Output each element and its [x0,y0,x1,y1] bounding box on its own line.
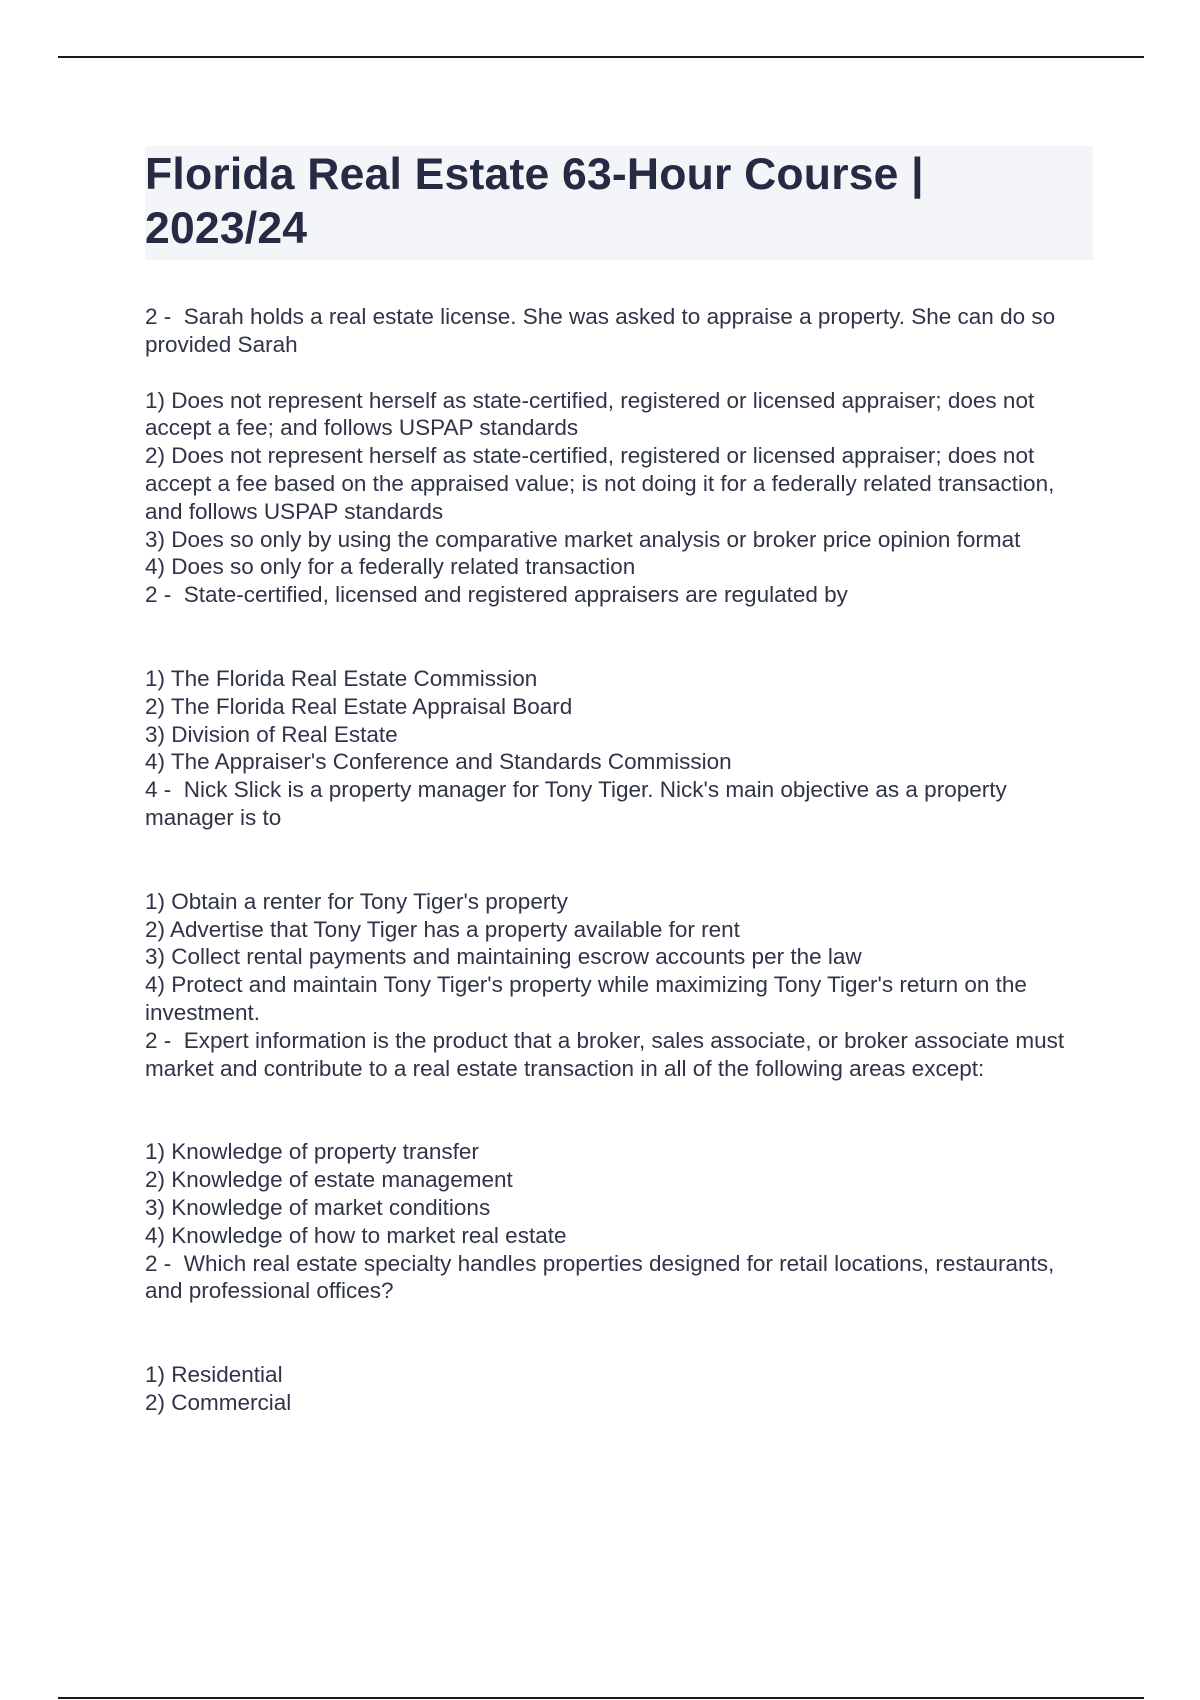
title-block [145,146,1093,260]
answer-option: 1) Does not represent herself as state-certified, registered or licensed appraiser; does not accept a fee; and follows USPAP standards [145,387,1041,441]
question-prompt: 4 - Nick Slick is a property manager for Tony Tiger. Nick's main objective as a property manager is to [145,777,1013,830]
answer-option: 4) Does so only for a federally related transaction [145,554,636,580]
document-page [145,146,1093,1417]
question-block [145,581,1093,776]
document-title [145,148,1093,256]
question-prompt: 2 - Expert information is the product that a broker, sales associate, or broker associate must market and contribute to a real estate transaction in all of the following areas except: [145,1027,1071,1081]
answer-option: 3) Collect rental payments and maintaining escrow accounts per the law [145,944,862,970]
answer-option: 3) Division of Real Estate [145,721,398,747]
answer-option: 1) The Florida Real Estate Commission [145,665,538,691]
title-line-1: Florida Real Estate 63-Hour Course | [145,150,924,199]
question-list [145,303,1093,1417]
answer-option: 2) Does not represent herself as state-certified, registered or licensed appraiser; does not accept a fee based on the appraised value; is not doing it for a federally related transaction, and follows USPAP standards [145,443,1061,524]
answer-option: 2) Commercial [145,1389,292,1415]
question-block [145,776,1093,1027]
answer-option: 2) Knowledge of estate management [145,1167,513,1193]
question-block [145,303,1093,581]
answer-option: 1) Obtain a renter for Tony Tiger's property [145,888,568,914]
bottom-rule [58,1697,1144,1699]
question-prompt: 2 - State-certified, licensed and registered appraisers are regulated by [145,582,848,608]
title-line-2: 2023/24 [145,204,308,253]
question-prompt: 2 - Which real estate specialty handles properties designed for retail locations, restaurants, and professional offices? [145,1250,1061,1304]
question-prompt: 2 - Sarah holds a real estate license. She was asked to appraise a property. She can do so provided Sarah [145,304,1062,357]
question-block [145,1027,1093,1250]
answer-option: 3) Knowledge of market conditions [145,1194,491,1220]
answer-option: 4) The Appraiser's Conference and Standards Commission [145,749,732,775]
top-rule [58,56,1144,58]
answer-option: 1) Knowledge of property transfer [145,1139,479,1165]
answer-option: 3) Does so only by using the comparative market analysis or broker price opinion format [145,526,1021,552]
question-block [145,1250,1093,1417]
answer-option: 4) Knowledge of how to market real estate [145,1222,567,1248]
answer-option: 4) Protect and maintain Tony Tiger's property while maximizing Tony Tiger's return on the investment. [145,972,1034,1025]
answer-option: 1) Residential [145,1362,283,1388]
answer-option: 2) The Florida Real Estate Appraisal Board [145,693,573,719]
answer-option: 2) Advertise that Tony Tiger has a property available for rent [145,916,740,942]
